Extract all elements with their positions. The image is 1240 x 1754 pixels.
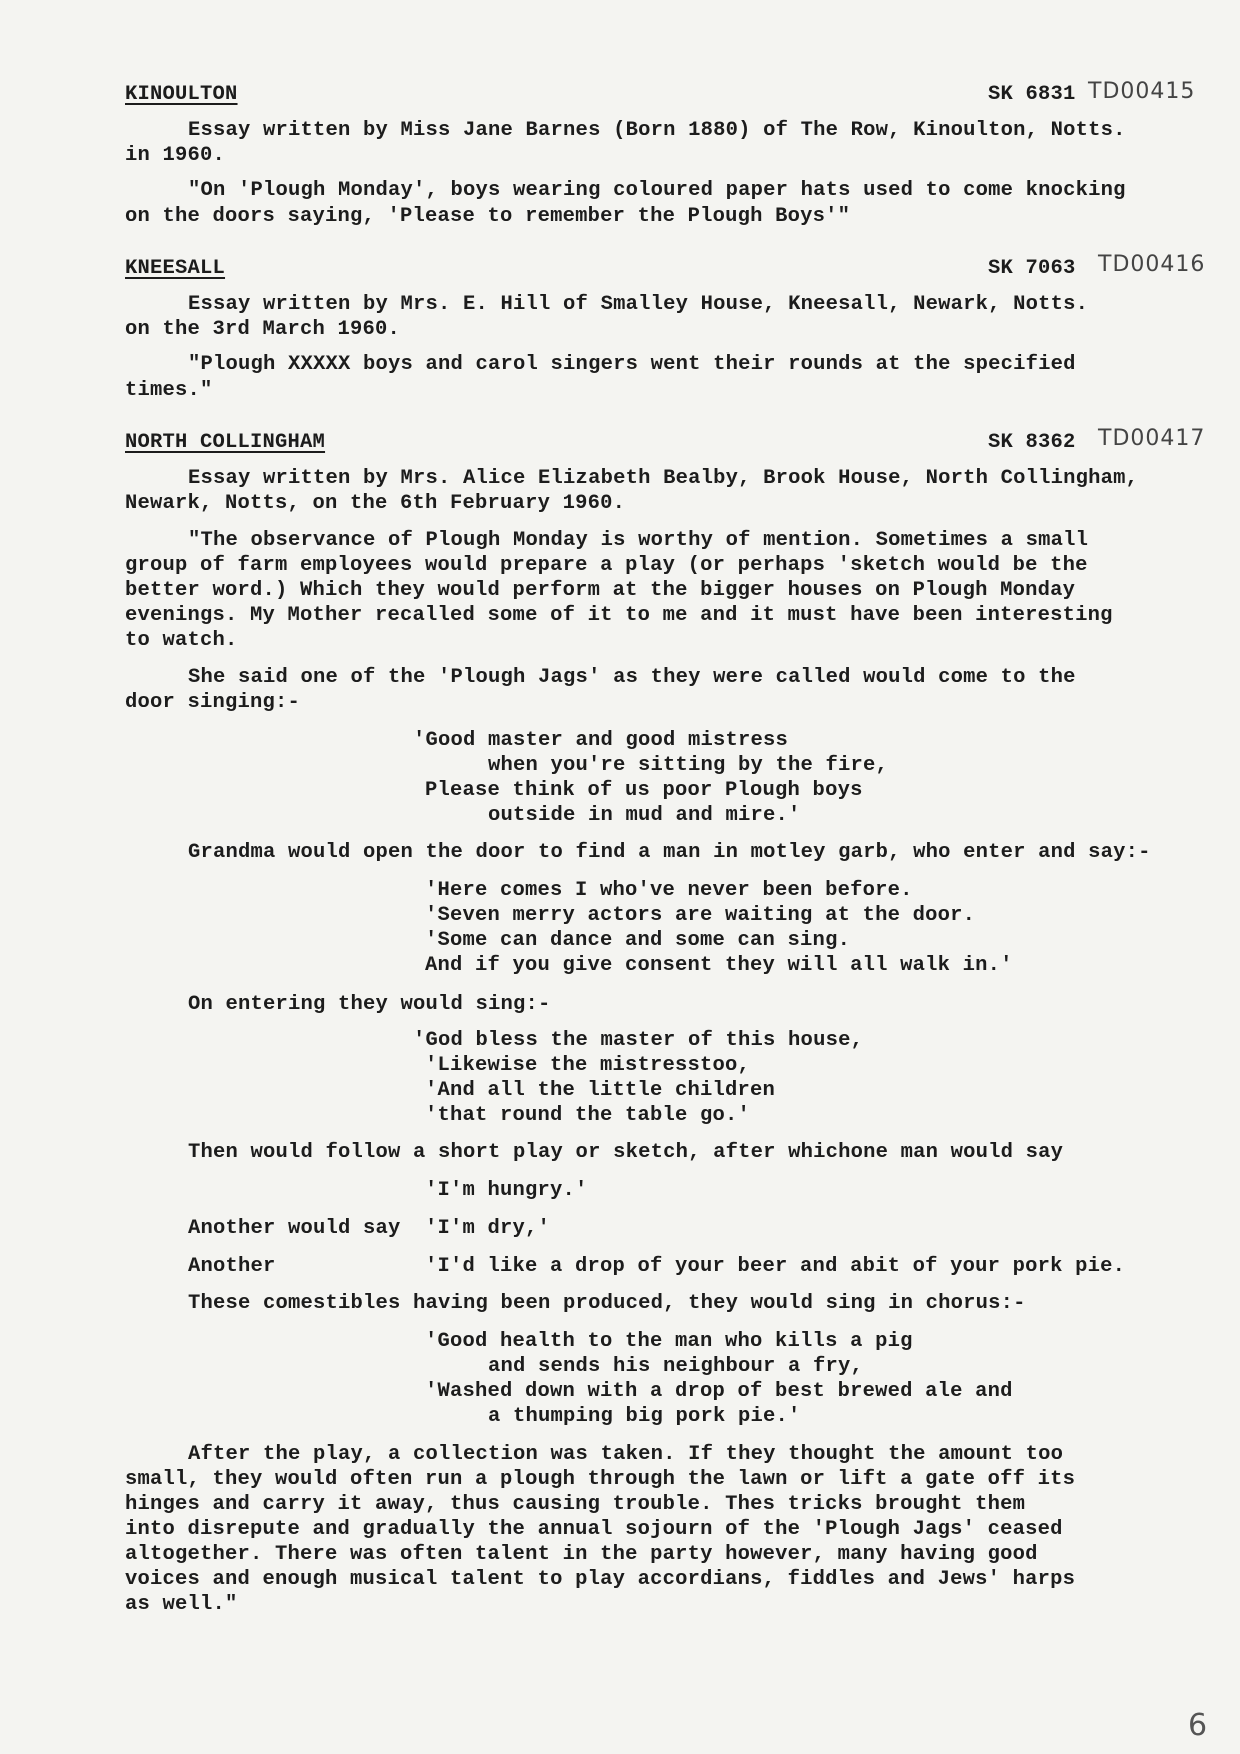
verse-line: 'Likewise the mistresstoo, bbox=[425, 1054, 751, 1077]
handwritten-archive-ref: TD00417 bbox=[1098, 426, 1206, 451]
grid-reference: SK 6831 bbox=[988, 83, 1076, 106]
text-line: "On 'Plough Monday', boys wearing coloured paper hats used to come knocking bbox=[188, 179, 1126, 202]
text-line: door singing:- bbox=[125, 691, 301, 714]
grid-reference: SK 7063 bbox=[988, 257, 1076, 280]
text-line: She said one of the 'Plough Jags' as they were called would come to the bbox=[188, 666, 1076, 689]
text-line: "The observance of Plough Monday is worthy of mention. Sometimes a small bbox=[188, 529, 1089, 552]
verse-line: 'God bless the master of this house, bbox=[413, 1029, 864, 1052]
text-line: Essay written by Miss Jane Barnes (Born 1880) of The Row, Kinoulton, Notts. bbox=[188, 119, 1126, 142]
text-line: evenings. My Mother recalled some of it to me and it must have been interesting bbox=[125, 604, 1113, 627]
text-line: On entering they would sing:- bbox=[188, 993, 551, 1016]
text-line: Grandma would open the door to find a man in motley garb, who enter and say:- bbox=[188, 841, 1151, 864]
handwritten-archive-ref: TD00415 bbox=[1088, 79, 1196, 104]
text-line: group of farm employees would prepare a play (or perhaps 'sketch would be the bbox=[125, 554, 1088, 577]
text-line: Then would follow a short play or sketch, after whichone man would say bbox=[188, 1141, 1064, 1164]
text-line: After the play, a collection was taken. If they thought the amount too bbox=[188, 1443, 1064, 1466]
text-line: These comestibles having been produced, they would sing in chorus:- bbox=[188, 1292, 1026, 1315]
text-line: on the doors saying, 'Please to remember the Plough Boys'" bbox=[125, 205, 851, 228]
verse-line: outside in mud and mire.' bbox=[488, 804, 801, 827]
verse-line: 'I'm dry,' bbox=[425, 1217, 551, 1240]
handwritten-archive-ref: TD00416 bbox=[1098, 252, 1206, 277]
verse-line: 'Some can dance and some can sing. bbox=[425, 929, 851, 952]
verse-line: 'Here comes I who've never been before. bbox=[425, 879, 913, 902]
verse-line: 'Good master and good mistress bbox=[413, 729, 789, 752]
verse-line: 'Washed down with a drop of best brewed ale and bbox=[425, 1380, 1013, 1403]
text-line: voices and enough musical talent to play accordians, fiddles and Jews' harps bbox=[125, 1568, 1076, 1591]
text-line: to watch. bbox=[125, 629, 238, 652]
verse-line: and sends his neighbour a fry, bbox=[488, 1355, 864, 1378]
verse-line: Please think of us poor Plough boys bbox=[425, 779, 863, 802]
verse-line: 'I'd like a drop of your beer and abit of your pork pie. bbox=[425, 1255, 1126, 1278]
text-line: Newark, Notts, on the 6th February 1960. bbox=[125, 492, 626, 515]
verse-line: 'And all the little children bbox=[425, 1079, 776, 1102]
text-line: in 1960. bbox=[125, 144, 226, 167]
verse-line: And if you give consent they will all walk in.' bbox=[425, 954, 1013, 977]
text-line: altogether. There was often talent in the party however, many having good bbox=[125, 1543, 1038, 1566]
verse-line: 'I'm hungry.' bbox=[425, 1179, 588, 1202]
verse-line: 'that round the table go.' bbox=[425, 1104, 751, 1127]
text-line: into disrepute and gradually the annual sojourn of the 'Plough Jags' ceased bbox=[125, 1518, 1063, 1541]
text-line: small, they would often run a plough through the lawn or lift a gate off its bbox=[125, 1468, 1076, 1491]
verse-line: a thumping big pork pie.' bbox=[488, 1405, 801, 1428]
text-line: Another would say bbox=[188, 1217, 401, 1240]
section-heading-kinoulton: KINOULTON bbox=[125, 83, 238, 106]
text-line: better word.) Which they would perform at the bigger houses on Plough Monday bbox=[125, 579, 1076, 602]
verse-line: 'Good health to the man who kills a pig bbox=[425, 1330, 913, 1353]
text-line: "Plough XXXXX boys and carol singers went their rounds at the specified bbox=[188, 353, 1076, 376]
section-heading-north-collingham: NORTH COLLINGHAM bbox=[125, 431, 326, 454]
verse-line: 'Seven merry actors are waiting at the door. bbox=[425, 904, 976, 927]
text-line: Essay written by Mrs. Alice Elizabeth Bealby, Brook House, North Collingham, bbox=[188, 467, 1139, 490]
text-line: hinges and carry it away, thus causing trouble. Thes tricks brought them bbox=[125, 1493, 1026, 1516]
text-line: on the 3rd March 1960. bbox=[125, 318, 401, 341]
text-line: Essay written by Mrs. E. Hill of Smalley House, Kneesall, Newark, Notts. bbox=[188, 293, 1089, 316]
verse-line: when you're sitting by the fire, bbox=[488, 754, 889, 777]
text-line: as well." bbox=[125, 1593, 238, 1616]
text-line: times." bbox=[125, 379, 213, 402]
section-heading-kneesall: KNEESALL bbox=[125, 257, 226, 280]
grid-reference: SK 8362 bbox=[988, 431, 1076, 454]
page-number: 6 bbox=[1188, 1708, 1208, 1743]
text-line: Another bbox=[188, 1255, 276, 1278]
